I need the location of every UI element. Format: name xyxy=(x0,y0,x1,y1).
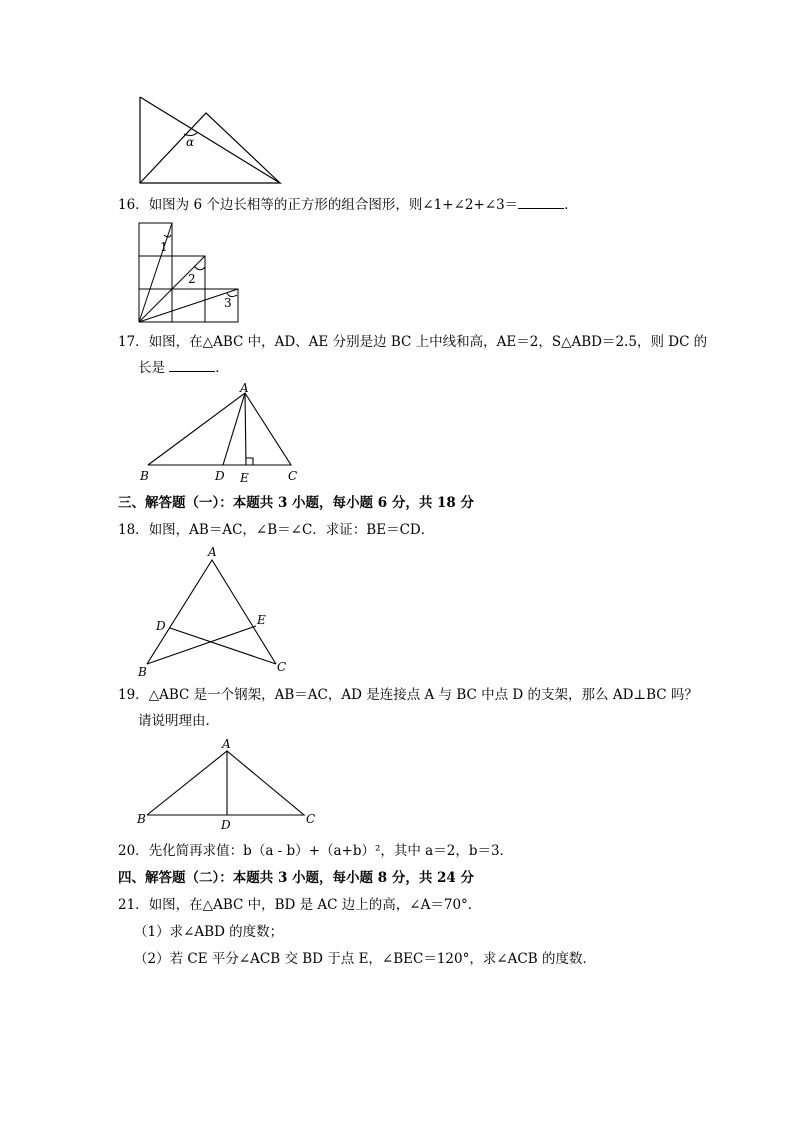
point-C-label: C xyxy=(277,660,287,674)
point-D-label: D xyxy=(156,619,166,633)
point-A-label: A xyxy=(208,545,217,559)
figure-q18-triangle xyxy=(134,544,294,680)
point-E-label: E xyxy=(257,613,266,627)
point-C-label: C xyxy=(306,812,316,826)
question-20 xyxy=(118,842,513,860)
question-17-line1 xyxy=(118,333,707,351)
point-A-label: A xyxy=(240,381,249,395)
q20-number: 20． xyxy=(118,843,149,859)
point-E-label: E xyxy=(240,471,249,485)
q21-text: 如图，在△ABC 中，BD 是 AC 边上的高，∠A＝70°． xyxy=(148,897,482,913)
q17-text: 如图，在△ABC 中，AD、AE 分别是边 BC 上中线和高，AE＝2，S△ABD＝2.5，则 DC 的 xyxy=(148,334,708,350)
q17-number: 17． xyxy=(118,334,149,350)
question-19-line2: 请说明理由． xyxy=(138,713,219,729)
figure-q16-squares xyxy=(138,221,242,325)
q16-answer-blank xyxy=(518,196,564,209)
q18-number: 18． xyxy=(118,522,149,538)
q18-text: 如图，AB＝AC，∠B＝∠C．求证：BE＝CD． xyxy=(148,522,435,538)
q17-answer-blank xyxy=(169,359,215,372)
point-C-label: C xyxy=(288,469,298,483)
angle-3-label: 3 xyxy=(224,296,232,310)
point-D-label: D xyxy=(215,469,225,483)
section-4-heading: 四、解答题（二）：本题共 3 小题，每小题 8 分，共 24 分 xyxy=(118,870,475,886)
angle-alpha-label: α xyxy=(186,135,195,149)
question-16: 16．如图为 6 个边长相等的正方形的组合图形，则∠1+∠2+∠3＝ ． xyxy=(118,197,578,213)
angle-1-label: 1 xyxy=(160,240,168,254)
q20-text: 先化简再求值：b（a - b）+（a+b）²，其中 a＝2，b＝3． xyxy=(148,843,514,859)
question-17-line2: 长是 ． xyxy=(138,360,229,376)
q16-text: 如图为 6 个边长相等的正方形的组合图形，则∠1+∠2+∠3＝ xyxy=(148,197,519,213)
question-19-line1 xyxy=(118,686,698,704)
point-B-label: B xyxy=(137,812,146,826)
point-B-label: B xyxy=(138,665,147,679)
figure-q15 xyxy=(136,94,286,186)
point-B-label: B xyxy=(140,469,149,483)
question-21-part1: （1）求∠ABD 的度数； xyxy=(134,924,284,940)
question-21-part2: （2）若 CE 平分∠ACB 交 BD 于点 E，∠BEC＝120°，求∠ACB 的度数． xyxy=(134,951,596,967)
section-3-heading: 三、解答题（一）：本题共 3 小题，每小题 6 分，共 18 分 xyxy=(118,495,475,511)
point-A-label: A xyxy=(222,737,231,751)
q19-number: 19． xyxy=(118,687,149,703)
angle-2-label: 2 xyxy=(188,272,196,286)
figure-q19-triangle xyxy=(134,736,324,834)
question-18 xyxy=(118,521,434,539)
q21-number: 21． xyxy=(118,897,149,913)
figure-q17-triangle xyxy=(136,381,306,485)
question-21 xyxy=(118,896,481,914)
q19-text: △ABC 是一个钢架，AB＝AC，AD 是连接点 A 与 BC 中点 D 的支架，那么 AD⊥BC 吗？ xyxy=(148,687,698,703)
point-D-label: D xyxy=(221,818,231,832)
q16-number: 16． xyxy=(118,197,149,213)
